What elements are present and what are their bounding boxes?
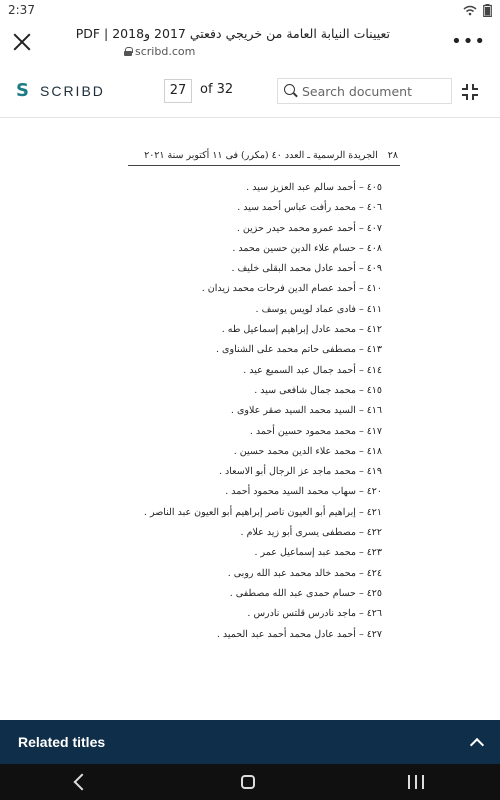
scribd-s-icon: S [16,80,29,101]
list-item: ٤١١–فادى عماد لويس يوسف . [122,300,382,320]
list-item: ٤٢٦–ماجد نادرس قلتس نادرس . [122,604,382,624]
entry-number: ٤٢٤ [366,567,382,579]
lock-icon [124,47,132,56]
list-item: ٤١٨–محمد علاء الدين محمد حسين . [122,442,382,462]
document-header-text: الجريدة الرسمية ـ العدد ٤٠ (مكرر) فى ١١ أكتوبر سنة ٢٠٢١ [144,150,378,161]
list-item: ٤٢٤–محمد خالد محمد عبد الله روبى . [122,564,382,584]
entry-name: إبراهيم أبو العيون ناصر إبراهيم أبو العيون عبد الناصر . [143,506,356,518]
list-item: ٤١٦–السيد محمد السيد صقر علاوى . [122,401,382,421]
entry-name: أحمد عمرو محمد حيدر حزين . [236,222,356,234]
entry-name: أحمد سالم عبد العزيز سيد . [246,182,356,193]
document-toolbar [0,64,500,118]
entry-number: ٤٢٢ [366,527,382,539]
entry-number: ٤٢٦ [366,608,382,620]
list-item: ٤٠٥–أحمد سالم عبد العزيز سيد . [122,178,382,198]
entry-name: محمد عبد إسماعيل عمر . [254,547,356,559]
list-item: ٤١٢–محمد عادل إبراهيم إسماعيل طه . [122,320,382,340]
chevron-up-icon[interactable] [470,737,484,751]
list-item: ٤١٩–محمد ماجد عز الرجال أبو الاسعاد . [122,462,382,482]
entry-number: ٤٠٨ [366,242,382,254]
entry-name: أحمد عصام الدين فرحات محمد زيدان . [201,283,356,295]
list-item: ٤١٤–أحمد جمال عبد السميع عيد . [122,361,382,381]
document-header [128,150,398,161]
entry-number: ٤١٧ [366,425,382,437]
status-icons [463,4,492,17]
entry-name: مصطفى حاتم محمد على الشناوى . [216,344,356,356]
search-document-input[interactable] [277,78,452,104]
related-titles-label: Related titles [18,734,106,750]
list-item: ٤٢٧–أحمد عادل محمد أحمد عبد الحميد . [122,625,382,645]
page-total: of 32 [200,82,234,97]
search-icon [284,84,298,98]
list-item: ٤٢١–إبراهيم أبو العيون ناصر إبراهيم أبو العيون عبد الناصر . [122,503,382,523]
list-item: ٤٠٧–أحمد عمرو محمد حيدر حزين . [122,219,382,239]
recent-apps-icon[interactable] [408,775,424,789]
status-bar [0,0,500,20]
search-placeholder: Search document [302,83,412,99]
back-icon[interactable] [74,774,91,791]
browser-header [0,20,500,64]
entry-number: ٤١٢ [366,324,382,336]
entry-name: سهاب محمد السيد محمود أحمد . [225,486,356,498]
entry-name: ماجد نادرس قلتس نادرس . [247,608,356,620]
page-title: تعيينات النيابة العامة من خريجي دفعتي 2017 و2018 | PDF [75,26,390,41]
page-url-text: scribd.com [135,45,196,58]
fullscreen-icon[interactable] [462,84,478,100]
entry-name: محمد ماجد عز الرجال أبو الاسعاد . [218,466,356,478]
entry-name: حسام حمدى عبد الله مصطفى . [229,587,356,599]
more-options-icon[interactable]: ••• [451,31,486,52]
list-item: ٤٠٦–محمد رأفت عباس أحمد سيد . [122,198,382,218]
entry-number: ٤٢١ [366,506,382,518]
list-item: ٤٢٥–حسام حمدى عبد الله مصطفى . [122,584,382,604]
list-item: ٤١٥–محمد جمال شافعى سيد . [122,381,382,401]
entry-number: ٤٠٦ [366,202,382,214]
entry-name: محمد محمود حسين أحمد . [249,425,356,437]
entry-number: ٤٠٧ [366,222,382,234]
entry-number: ٤٠٥ [366,182,382,193]
entry-number: ٤١٠ [366,283,382,295]
close-icon[interactable] [10,30,34,54]
scribd-logo[interactable] [16,82,105,100]
entry-name: مصطفى يسرى أبو زيد علام . [240,527,356,539]
names-list [122,178,382,645]
entry-name: فادى عماد لويس يوسف . [255,303,356,315]
list-item: ٤٢٢–مصطفى يسرى أبو زيد علام . [122,523,382,543]
entry-number: ٤٢٥ [366,587,382,599]
entry-name: أحمد عادل محمد أحمد عبد الحميد . [216,628,356,640]
entry-number: ٤٠٩ [366,263,382,275]
entry-name: محمد عادل إبراهيم إسماعيل طه . [221,324,356,336]
home-icon[interactable] [241,775,255,789]
related-titles-bar[interactable] [0,720,500,764]
header-divider [128,165,400,166]
entry-number: ٤١٣ [366,344,382,356]
status-time: 2:37 [8,3,35,17]
list-item: ٤٠٩–أحمد عادل محمد البقلى خليف . [122,259,382,279]
document-page-number: ٢٨ [387,150,398,161]
entry-number: ٤١٤ [366,364,382,376]
android-nav-bar [0,764,500,800]
entry-name: حسام علاء الدين حسين محمد . [232,242,356,254]
list-item: ٤٢٣–محمد عبد إسماعيل عمر . [122,543,382,563]
entry-name: محمد جمال شافعى سيد . [254,384,356,396]
entry-name: محمد علاء الدين محمد حسين . [233,445,356,457]
list-item: ٤٢٠–سهاب محمد السيد محمود أحمد . [122,482,382,502]
entry-name: محمد خالد محمد عبد الله روبى . [227,567,356,579]
list-item: ٤١٣–مصطفى حاتم محمد على الشناوى . [122,340,382,360]
entry-name: أحمد عادل محمد البقلى خليف . [231,263,356,275]
entry-number: ٤١٨ [366,445,382,457]
entry-number: ٤١١ [366,303,382,315]
scribd-logo-text: SCRIBD [40,83,105,99]
entry-number: ٤١٩ [366,466,382,478]
entry-number: ٤١٦ [366,405,382,417]
page-number-input[interactable]: 27 [164,79,192,103]
entry-name: السيد محمد السيد صقر علاوى . [230,405,356,417]
entry-number: ٤١٥ [366,384,382,396]
list-item: ٤٠٨–حسام علاء الدين حسين محمد . [122,239,382,259]
wifi-icon [463,5,477,16]
document-page[interactable] [0,118,500,720]
entry-name: أحمد جمال عبد السميع عيد . [243,364,356,376]
entry-number: ٤٢٣ [366,547,382,559]
page-url [124,45,195,58]
list-item: ٤١٠–أحمد عصام الدين فرحات محمد زيدان . [122,279,382,299]
entry-name: محمد رأفت عباس أحمد سيد . [237,202,356,214]
entry-number: ٤٢٠ [366,486,382,498]
entry-number: ٤٢٧ [366,628,382,640]
battery-icon [483,4,492,17]
list-item: ٤١٧–محمد محمود حسين أحمد . [122,422,382,442]
